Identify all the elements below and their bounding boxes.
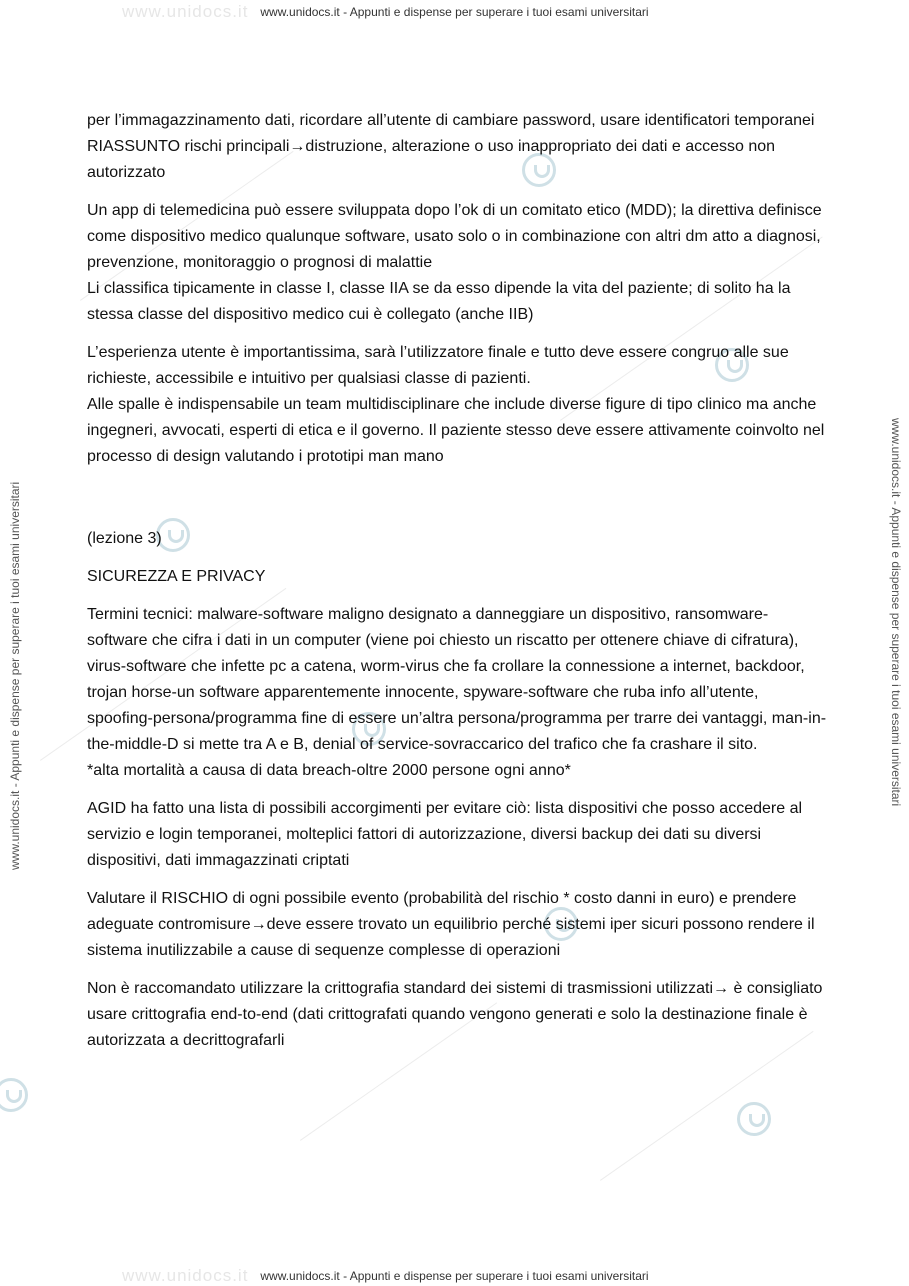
paragraph xyxy=(87,198,827,328)
paragraph-text: per l’immagazzinamento dati, ricordare all’utente di cambiare password, usare identificatori temporanei xyxy=(87,112,815,129)
paragraph-text: L’esperienza utente è importantissima, sarà l’utilizzatore finale e tutto deve essere congruo alle sue richieste, accessibile e intuitivo per qualsiasi classe di pazienti. xyxy=(87,344,789,387)
paragraph: Non è raccomandato utilizzare la crittografia standard dei sistemi di trasmissioni utilizzati→ è consigliato usare crittografia end-to-end (dati crittografati quando vengono generati e solo la destinazione finale è autorizzata a decrittografarli xyxy=(87,980,823,1049)
lesson-label: (lezione 3) xyxy=(87,530,162,547)
ghost-watermark-top: www.unidocs.it xyxy=(122,2,249,21)
paragraph xyxy=(87,108,827,186)
paragraph xyxy=(87,602,827,784)
unidocs-logo-icon xyxy=(737,1102,771,1136)
paragraph-text: Alle spalle è indispensabile un team multidisciplinare che include diverse figure di tipo clinico ma anche ingegneri, avvocati, esperti di etica e il governo. Il paziente stesso deve essere attivamente coinvolto nel processo di design valutando i prototipi man mano xyxy=(87,396,825,465)
ghost-watermark-bottom: www.unidocs.it xyxy=(122,1266,249,1285)
paragraph xyxy=(87,340,827,470)
paragraph: Valutare il RISCHIO di ogni possibile evento (probabilità del rischio * costo danni in euro) e prendere adeguate contromisure→deve essere trovato un equilibrio perché sistemi iper sicuri possono rendere il sistema inutilizzabile a cause di sequenze complesse di operazioni xyxy=(87,890,815,959)
paragraph-text: Li classifica tipicamente in classe I, classe IIA se da esso dipende la vita del paziente; di solito ha la stessa classe del dispositivo medico cui è collegato (anche IIB) xyxy=(87,280,791,323)
summary-line: RIASSUNTO rischi principali→distruzione, alterazione o uso inappropriato dei dati e accesso non autorizzato xyxy=(87,138,776,181)
paragraph-text: Termini tecnici: malware-software maligno designato a danneggiare un dispositivo, ransomware-software che cifra i dati in un computer (viene poi chiesto un riscatto per ottenere chiave di cifratura), virus-software che infette pc a catena, worm-virus che fa crollare la connessione a internet, backdoor, trojan horse-un software apparentemente innocente, spyware-software che ruba info all’utente, spoofing-persona/programma fine di essere un’altra persona/programma per trarre dei vantaggi, man-in-the-middle-D si mette tra A e B, denial of service-sovraccarico del trafico che fa crashare il sito. xyxy=(87,606,827,753)
unidocs-logo-icon xyxy=(0,1078,28,1112)
side-watermark-left: www.unidocs.it - Appunti e dispense per superare i tuoi esami universitari xyxy=(8,481,22,870)
document-body xyxy=(87,108,827,1066)
section-title: SICUREZZA E PRIVACY xyxy=(87,568,266,585)
paragraph: AGID ha fatto una lista di possibili accorgimenti per evitare ciò: lista dispositivi che posso accedere al servizio e login temporanei, molteplici fattori di autorizzazione, diversi backup dei dati su diversi dispositivi, dati immagazzinati criptati xyxy=(87,800,803,869)
header-watermark: www.unidocs.it - Appunti e dispense per superare i tuoi esami universitari xyxy=(260,5,649,19)
side-watermark-right: www.unidocs.it - Appunti e dispense per superare i tuoi esami universitari xyxy=(889,418,903,807)
paragraph-text: Un app di telemedicina può essere sviluppata dopo l’ok di un comitato etico (MDD); la direttiva definisce come dispositivo medico qualunque software, usato solo o in combinazione con altri dm atto a diagnosi, prevenzione, monitoraggio o prognosi di malattie xyxy=(87,202,822,271)
footer-watermark: www.unidocs.it - Appunti e dispense per superare i tuoi esami universitari xyxy=(260,1269,649,1283)
spacer xyxy=(87,482,827,526)
note-text: *alta mortalità a causa di data breach-oltre 2000 persone ogni anno* xyxy=(87,762,571,779)
